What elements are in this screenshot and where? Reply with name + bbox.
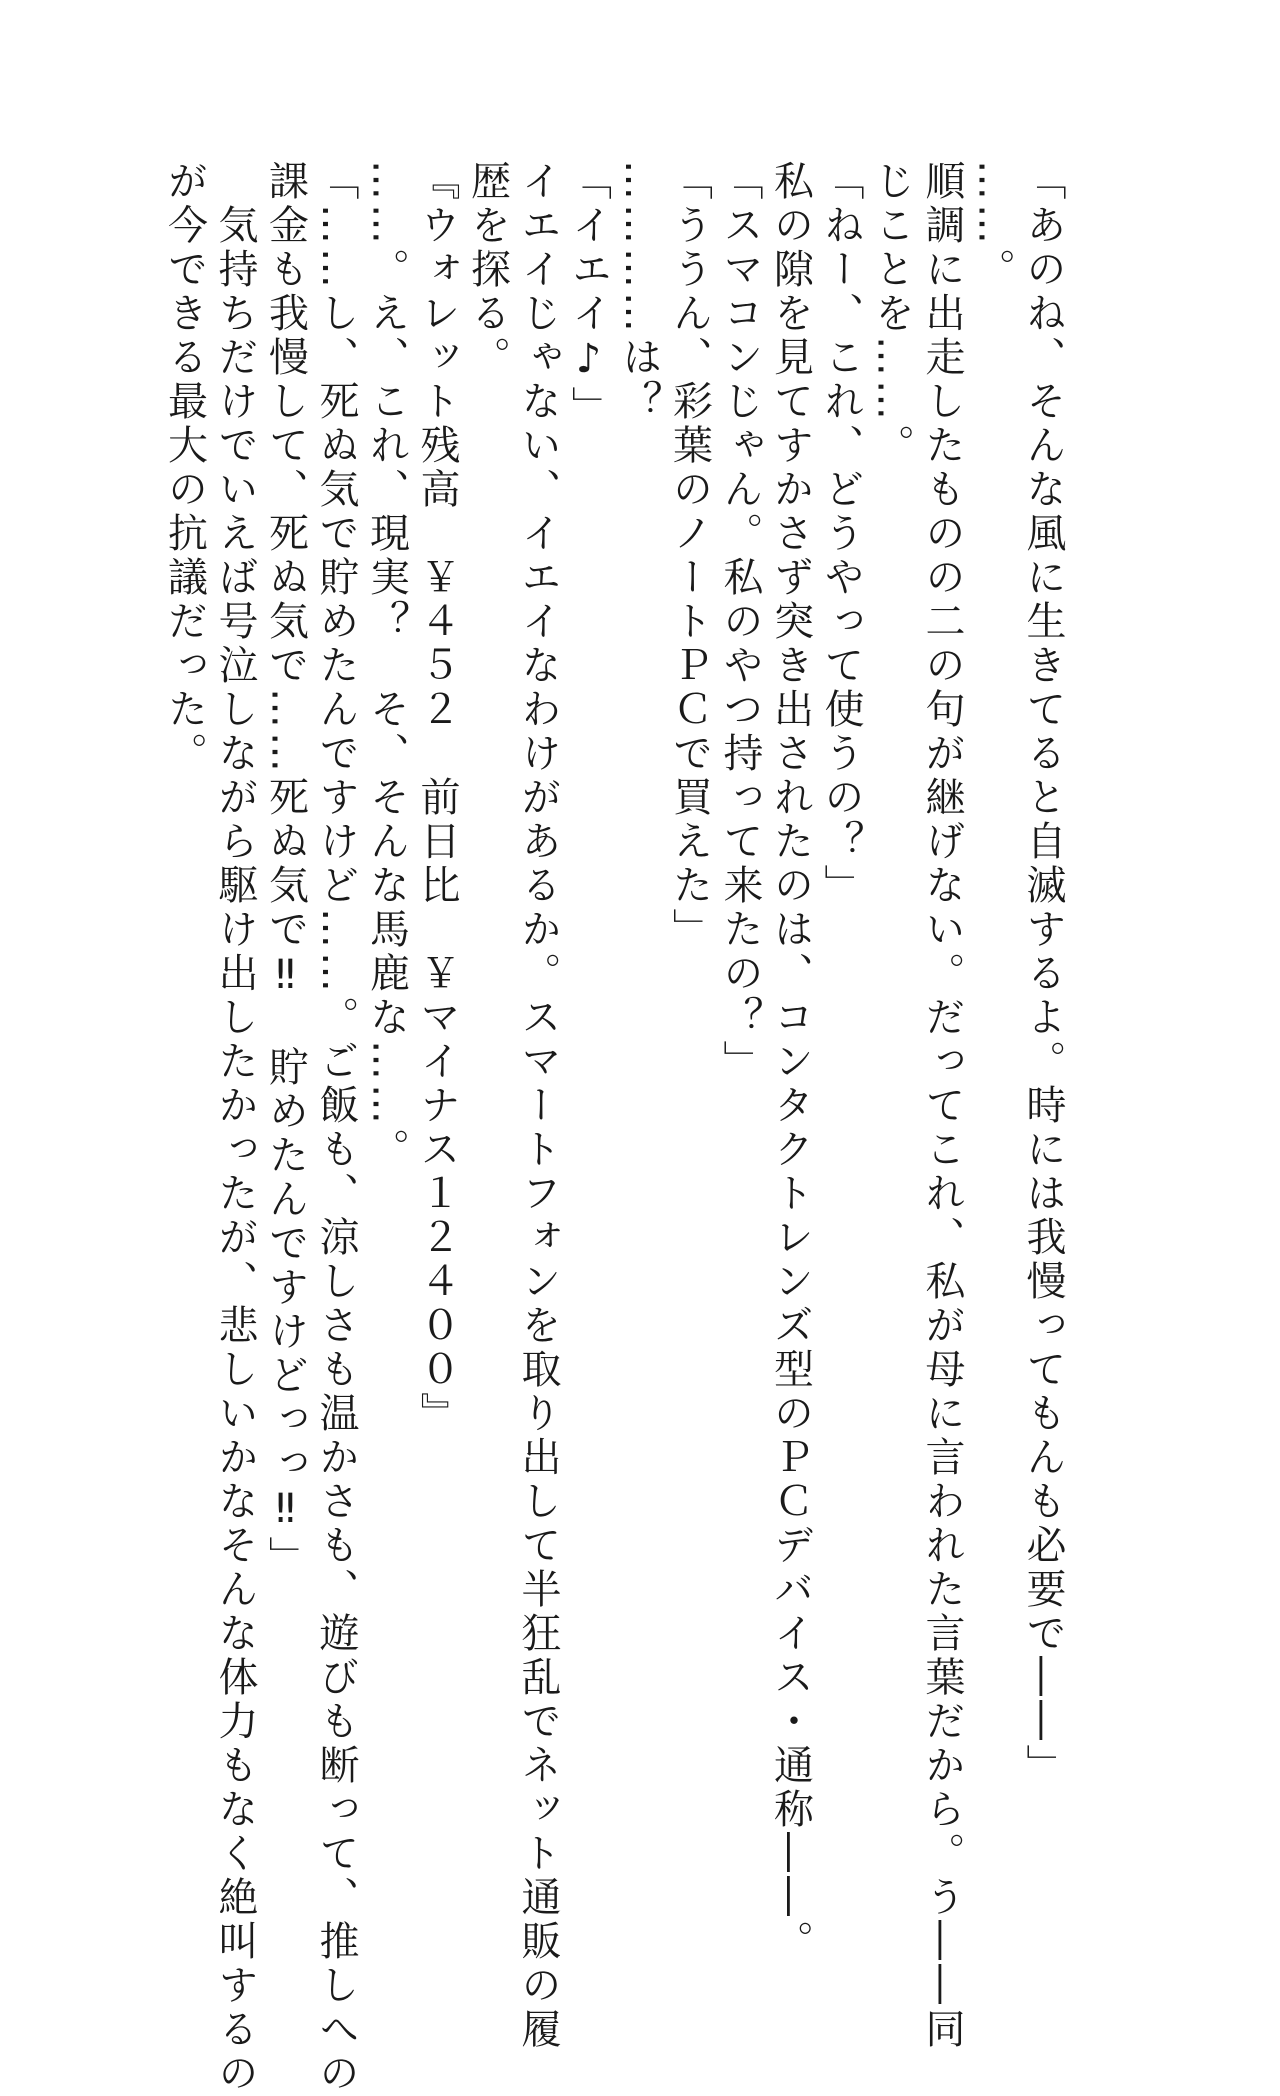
text-line: 「ううん、彩葉のノートＰＣで買えた」 (666, 160, 713, 952)
text-line: 課金も我慢して、死ぬ気で……死ぬ気で‼ 貯めたんですけどっっ‼」 (262, 160, 309, 1580)
text-line: イエイじゃない、イエイなわけがあるか。スマートフォンを取り出して半狂乱でネット通販の履 (515, 160, 561, 2052)
text-line: 歴を探る。 (464, 160, 511, 380)
text-line: 順調に出走したものの二の句が継げない。だってこれ、私が母に言われた言葉だから。う――同 (919, 160, 965, 2052)
text-line: 「あのね、そんな風に生きてると自滅するよ。時には我慢ってもんも必要で――」 (1020, 160, 1066, 1788)
vertical-text-page (159, 160, 1068, 2096)
text-line: 「イエイ♪」 (565, 160, 612, 430)
text-line: ……。 (969, 160, 1016, 292)
text-line: 「ねー、これ、どうやって使うの？」 (818, 160, 864, 908)
text-line: …………は？ (616, 160, 662, 424)
text-line: じことを……。 (868, 160, 915, 468)
text-line: 私の隙を見てすかさず突き出されたのは、コンタクトレンズ型のＰＣデバイス・通称――。 (767, 160, 814, 1964)
text-line: 「スマコンじゃん。私のやつ持って来たの？」 (717, 160, 763, 1084)
text-line: 「……し、死ぬ気で貯めたんですけど……。ご飯も、涼しさも温かさも、遊びも断って、推しへの (313, 160, 359, 2096)
text-line: 『ウォレット残高 ￥４５２ 前日比 ￥マイナス１２４００』 (414, 160, 460, 1436)
text-line: が今できる最大の抗議だった。 (161, 160, 208, 776)
text-line: 気持ちだけでいえば号泣しながら駆け出したかったが、悲しいかなそんな体力もなく絶叫するの (212, 160, 258, 2096)
text-line: ……。え、これ、現実？ そ、そんな馬鹿な……。 (363, 160, 410, 1172)
